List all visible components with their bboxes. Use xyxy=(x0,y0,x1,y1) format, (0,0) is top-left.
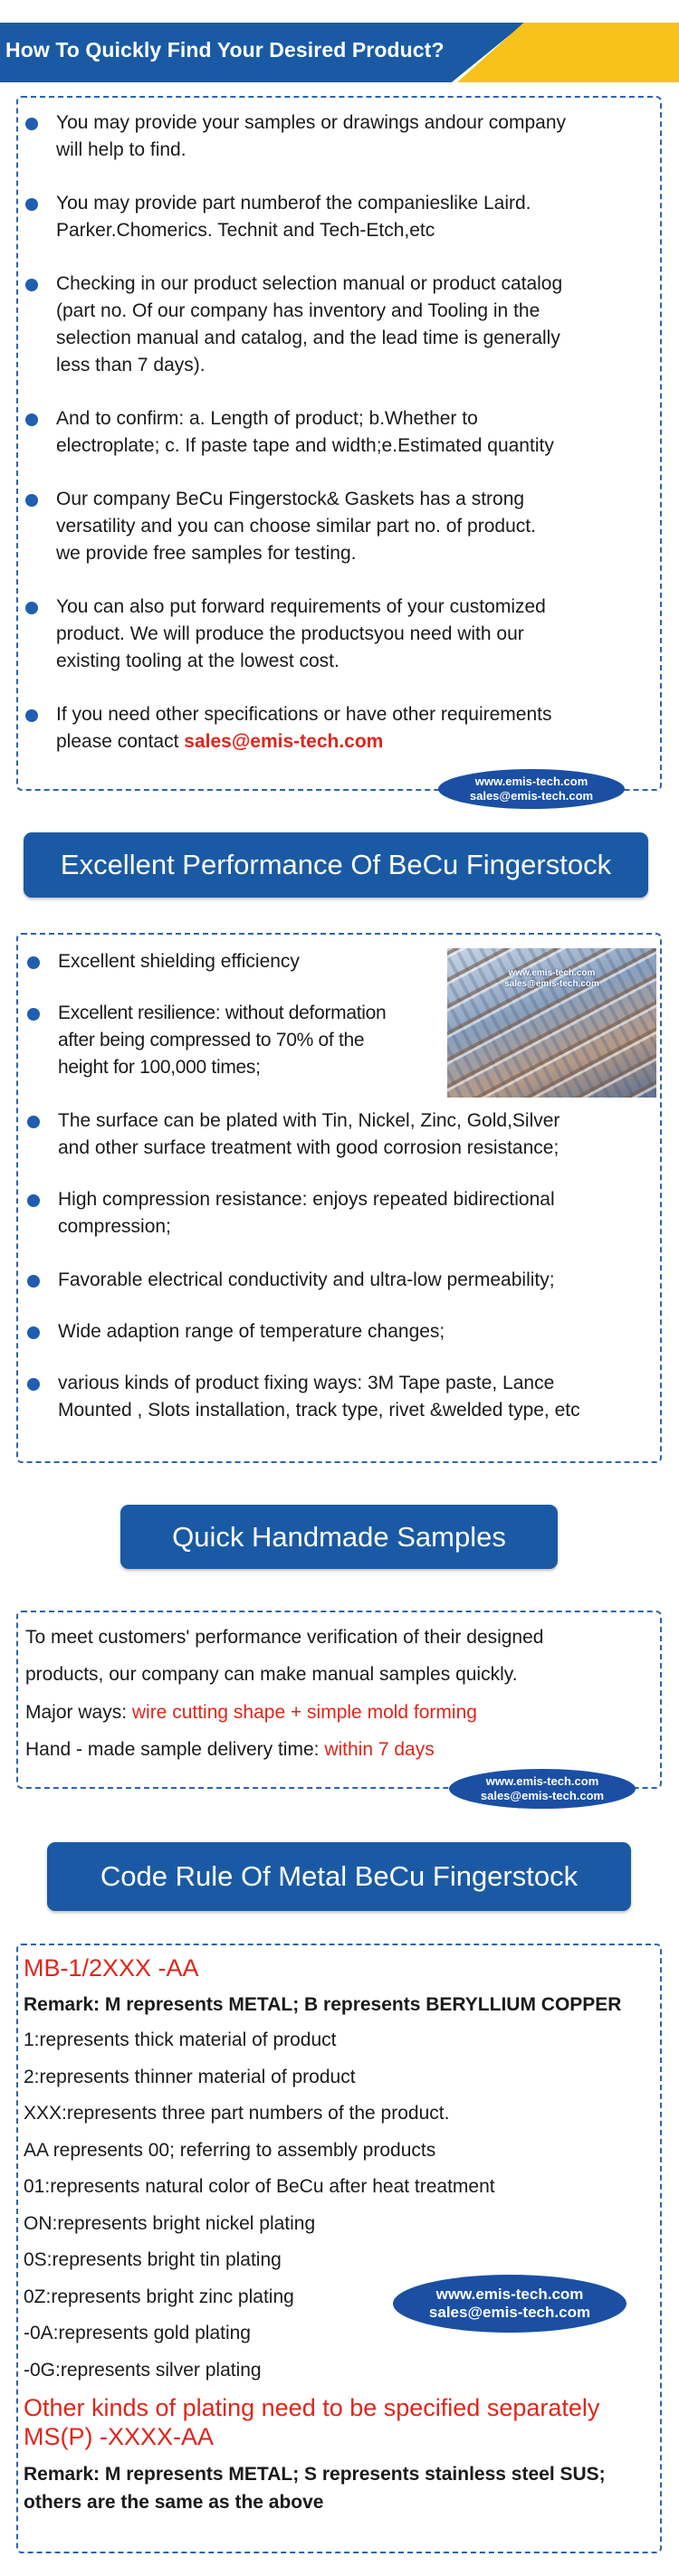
code-rule-line: XXX:represents three part numbers of the product. xyxy=(24,2103,450,2124)
bullet-dot-icon xyxy=(25,279,38,291)
list-item xyxy=(22,1186,660,1240)
code-1: MB-1/2XXX -AA xyxy=(24,1954,199,1982)
list-item-line: The surface can be plated with Tin, Nickel, Zinc, Gold,Silver xyxy=(58,1110,560,1131)
samples-line-1: To meet customers' performance verification of their designed xyxy=(25,1627,544,1648)
list-item-line: height for 100,000 times; xyxy=(58,1057,261,1078)
list-item xyxy=(20,190,654,244)
list-item-line: You can also put forward requirements of your customized xyxy=(56,596,546,617)
list-item-line: after being compressed to 70% of the xyxy=(58,1030,365,1050)
remark-2-line-2: others are the same as the above xyxy=(24,2492,324,2513)
bullet-dot-icon xyxy=(25,198,38,211)
list-item-line: product. We will produce the productsyou need with our xyxy=(56,623,524,644)
list-item-line: versatility and you can choose similar part no. of product. xyxy=(56,516,536,537)
code-rule-line: 0Z:represents bright zinc plating xyxy=(24,2286,294,2307)
bullet-dot-icon xyxy=(27,1116,40,1128)
list-item xyxy=(20,594,654,675)
list-item xyxy=(20,486,654,567)
list-item-line: And to confirm: a. Length of product; b.Whether to xyxy=(56,408,478,429)
code-rule-line: 2:represents thinner material of product xyxy=(24,2066,356,2087)
code-rule-section-title: Code Rule Of Metal BeCu Fingerstock xyxy=(47,1842,631,1911)
samples-line-2: products, our company can make manual samples quickly. xyxy=(25,1664,518,1685)
list-item-line: various kinds of product fixing ways: 3M Tape paste, Lance xyxy=(58,1373,555,1393)
list-item-line: and other surface treatment with good corrosion resistance; xyxy=(58,1137,559,1158)
list-item-line: Parker.Chomerics. Technit and Tech-Etch,etc xyxy=(56,220,435,241)
bullet-dot-icon xyxy=(27,1008,40,1021)
list-item-line: You may provide part numberof the companieslike Laird. xyxy=(56,193,531,214)
header-banner xyxy=(0,23,679,82)
bullet-dot-icon xyxy=(25,118,38,130)
code-rule-line: ON:represents bright nickel plating xyxy=(24,2212,316,2234)
bullet-dot-icon xyxy=(27,1194,40,1207)
code-rule-line: -0G:represents silver plating xyxy=(24,2359,262,2381)
list-item-line: Excellent resilience: without deformation xyxy=(58,1003,387,1023)
list-item-line: You may provide your samples or drawings andour company xyxy=(56,112,567,133)
becu-fingerstock-photo xyxy=(447,948,656,1098)
bullet-dot-icon xyxy=(27,1275,40,1288)
list-item-line: (part no. Of our company has inventory and Tooling in the xyxy=(56,300,540,321)
list-item xyxy=(20,109,654,164)
contact-stamp-3: www.emis-tech.com sales@emis-tech.com xyxy=(393,2275,626,2333)
bullet-dot-icon xyxy=(27,956,40,969)
bullet-dot-icon xyxy=(27,1378,40,1391)
list-item-line: Wide adaption range of temperature changes; xyxy=(58,1321,445,1342)
bullet-dot-icon xyxy=(25,413,38,426)
list-item-line: electroplate; c. If paste tape and width;e.Estimated quantity xyxy=(56,435,554,456)
code-rule-line: -0A:represents gold plating xyxy=(24,2323,251,2343)
bullet-dot-icon xyxy=(25,494,38,507)
contact-stamp-2: www.emis-tech.com sales@emis-tech.com xyxy=(449,1769,636,1809)
contact-stamp-1 xyxy=(438,769,625,809)
list-item-line: selection manual and catalog, and the lead time is generally xyxy=(56,328,560,348)
samples-ways: Major ways: wire cutting shape + simple mold forming xyxy=(25,1702,477,1723)
list-item xyxy=(20,271,654,379)
list-item-line: If you need other specifications or have other requirements xyxy=(56,704,552,725)
list-item xyxy=(22,1370,660,1424)
list-item-line: compression; xyxy=(58,1216,171,1237)
samples-ways-value: wire cutting shape + simple mold forming xyxy=(131,1702,477,1723)
list-item-line: existing tooling at the lowest cost. xyxy=(56,651,340,671)
list-item xyxy=(22,1267,660,1294)
list-item-line: less than 7 days). xyxy=(56,355,206,375)
find-product-list xyxy=(20,109,654,756)
contact-line: please contact sales@emis-tech.com xyxy=(56,731,384,752)
code-2: MS(P) -XXXX-AA xyxy=(24,2423,215,2450)
code-rule-line: 1:represents thick material of product xyxy=(24,2029,337,2050)
list-item xyxy=(20,701,654,756)
list-item-line: Checking in our product selection manual or product catalog xyxy=(56,273,563,294)
stamp-web: www.emis-tech.com xyxy=(474,775,588,789)
code-rule-line: 0S:represents bright tin plating xyxy=(24,2249,282,2270)
list-item-line: Mounted , Slots installation, track type, rivet &welded type, etc xyxy=(58,1400,580,1421)
code-rule-line: AA represents 00; referring to assembly products xyxy=(24,2139,436,2161)
bullet-dot-icon xyxy=(25,709,38,722)
list-item-line: will help to find. xyxy=(56,139,186,160)
samples-delivery: Hand - made sample delivery time: within 7 days xyxy=(25,1739,435,1760)
samples-delivery-value: within 7 days xyxy=(324,1739,435,1760)
list-item xyxy=(20,405,654,460)
photo-watermark: www.emis-tech.com sales@emis-tech.com xyxy=(504,968,599,989)
samples-section-title: Quick Handmade Samples xyxy=(120,1505,558,1569)
list-item-line: Excellent shielding efficiency xyxy=(58,951,300,972)
other-plating-note: Other kinds of plating need to be specified separately xyxy=(24,2394,600,2421)
bullet-dot-icon xyxy=(25,602,38,614)
list-item xyxy=(22,1107,660,1162)
code-rule-line: 01:represents natural color of BeCu after heat treatment xyxy=(24,2176,495,2197)
page-title: How To Quickly Find Your Desired Product? xyxy=(5,38,445,62)
remark-1: Remark: M represents METAL; B represents BERYLLIUM COPPER xyxy=(24,1994,622,2015)
bullet-dot-icon xyxy=(27,1326,40,1339)
contact-email-link[interactable]: sales@emis-tech.com xyxy=(184,731,384,752)
list-item-line: High compression resistance: enjoys repeated bidirectional xyxy=(58,1189,555,1210)
stamp-email: sales@emis-tech.com xyxy=(469,789,594,803)
list-item-line: we provide free samples for testing. xyxy=(56,543,357,564)
list-item-line: Favorable electrical conductivity and ultra-low permeability; xyxy=(58,1269,555,1290)
list-item xyxy=(22,1318,660,1345)
performance-section-title: Excellent Performance Of BeCu Fingerstock xyxy=(24,832,648,898)
remark-2-line-1: Remark: M represents METAL; S represents stainless steel SUS; xyxy=(24,2464,606,2485)
list-item-line: Our company BeCu Fingerstock& Gaskets has a strong xyxy=(56,489,525,509)
